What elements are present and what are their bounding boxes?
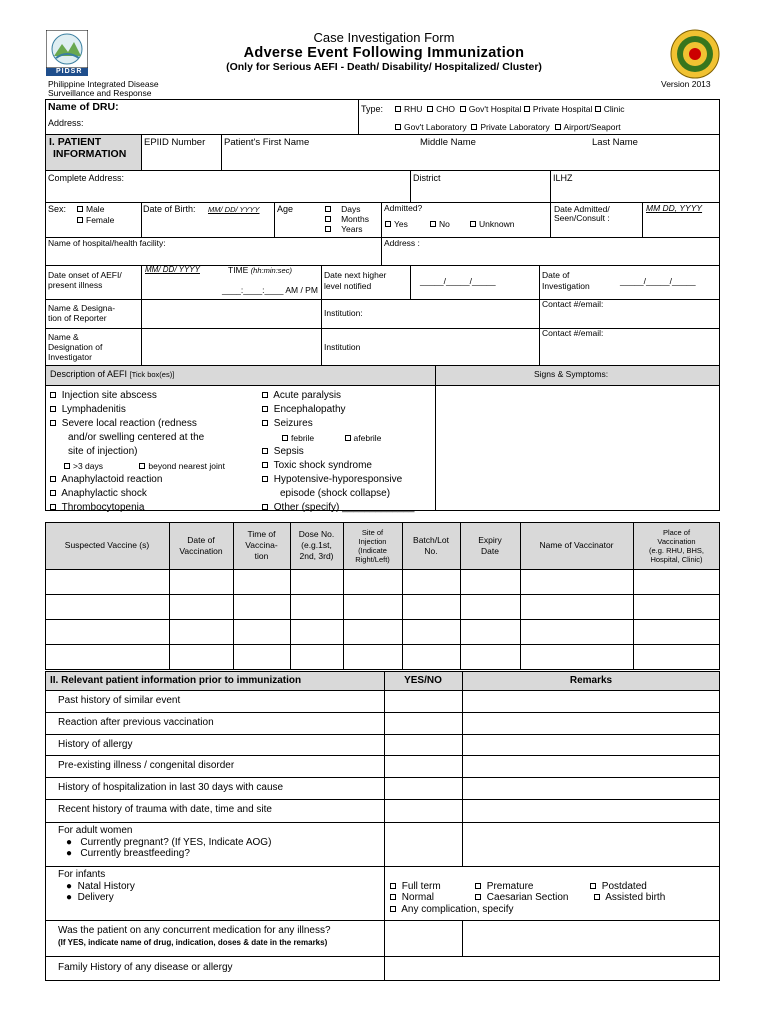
checkbox-toxic-shock-syndrome[interactable]: Toxic shock syndrome xyxy=(262,459,414,473)
form-title: Case Investigation Form xyxy=(313,30,455,45)
pregnant-label: ● Currently pregnant? (If YES, Indicate AOG) xyxy=(66,837,272,848)
page-title: Adverse Event Following Immunization xyxy=(243,45,525,61)
yesno-cell[interactable] xyxy=(385,756,461,776)
vaccine-cell[interactable] xyxy=(461,645,519,668)
checkbox-gt3days[interactable]: >3 days xyxy=(64,461,103,471)
severe-line-2: and/or swelling centered at the xyxy=(68,432,205,443)
vaccine-cell[interactable] xyxy=(170,570,232,593)
onset-label-2: present illness xyxy=(48,280,103,290)
aefi-description-label: Description of AEFI [Tick box(es)] xyxy=(50,369,175,379)
checkbox-days[interactable]: Days xyxy=(325,205,360,214)
remarks-cell[interactable] xyxy=(463,691,719,711)
vaccine-cell[interactable] xyxy=(291,570,342,593)
vaccine-cell[interactable] xyxy=(461,620,519,643)
vaccine-cell[interactable] xyxy=(291,620,342,643)
checkbox-private-laboratory[interactable]: Private Laboratory xyxy=(471,122,549,132)
family-history-label: Family History of any disease or allergy xyxy=(58,962,233,973)
vaccine-cell[interactable] xyxy=(234,645,289,668)
vaccine-cell[interactable] xyxy=(344,620,401,643)
vaccine-header-5-line-0: Batch/Lot xyxy=(413,534,449,545)
onset-label-1: Date onset of AEFI/ xyxy=(48,270,122,280)
relevant-row-label-2: History of allergy xyxy=(58,739,133,750)
vaccine-cell[interactable] xyxy=(234,595,289,618)
checkbox-any-complication[interactable]: Any complication, specify xyxy=(390,905,514,915)
vaccine-cell[interactable] xyxy=(403,620,459,643)
yesno-cell[interactable] xyxy=(385,691,461,711)
checkbox-afebrile[interactable]: afebrile xyxy=(345,433,382,443)
vaccine-cell[interactable] xyxy=(234,620,289,643)
onset-date-format: MM/ DD/ YYYY xyxy=(145,265,200,274)
vaccine-header-3-line-2: 2nd, 3rd) xyxy=(299,551,334,561)
vaccine-header-4-line-1: Injection xyxy=(358,536,387,546)
vaccine-header-4-line-2: (Indicate xyxy=(358,545,387,555)
vaccine-cell[interactable] xyxy=(634,620,719,643)
checkbox-airport-seaport[interactable]: Airport/Seaport xyxy=(555,122,621,132)
vaccine-cell[interactable] xyxy=(344,595,401,618)
remarks-cell[interactable] xyxy=(463,756,719,776)
yesno-cell[interactable] xyxy=(385,713,461,733)
remarks-cell[interactable] xyxy=(463,778,719,798)
vaccine-header-2-line-0: Time of xyxy=(247,529,276,539)
vaccine-header-6-line-0: Expiry xyxy=(478,534,502,545)
checkbox-beyond-nearest-joint[interactable]: beyond nearest joint xyxy=(139,461,225,471)
age-label: Age xyxy=(277,204,294,214)
vaccine-header-5-line-1: No. xyxy=(424,545,438,556)
investigator-contact-label: Contact #/email: xyxy=(542,328,604,338)
checkbox-male[interactable]: Male xyxy=(77,205,104,214)
vaccine-cell[interactable] xyxy=(634,595,719,618)
vaccine-header-6-line-1: Date xyxy=(481,545,499,556)
investigator-label-2: Designation of xyxy=(48,342,103,352)
vaccine-cell[interactable] xyxy=(521,645,632,668)
relevant-row-label-5: Recent history of trauma with date, time and site xyxy=(58,804,272,815)
date-admitted-format: MM DD, YYYY xyxy=(646,203,703,213)
form-subtitle: (Only for Serious AEFI - Death/ Disability/ Hospitalized/ Cluster) xyxy=(226,61,542,73)
checkbox-assisted-birth[interactable]: Assisted birth xyxy=(594,893,665,903)
reporter-institution-label: Institution: xyxy=(324,308,363,318)
vaccine-header-4-line-3: Right/Left) xyxy=(355,554,390,564)
vaccine-cell[interactable] xyxy=(170,620,232,643)
checkbox-severe-local-reaction[interactable]: Severe local reaction (redness xyxy=(50,417,225,431)
first-name-label: Patient's First Name xyxy=(224,137,310,148)
vaccine-cell[interactable] xyxy=(291,645,342,668)
dru-type-row-2 xyxy=(395,122,621,132)
severe-line-3: site of injection) xyxy=(68,446,138,457)
vaccine-header-7-line-0: Name of Vaccinator xyxy=(539,540,614,550)
hospital-address-label: Address : xyxy=(384,238,420,248)
checkbox-admitted-no[interactable]: No xyxy=(430,220,450,229)
dru-type-label: Type: xyxy=(361,104,384,114)
district-label: District xyxy=(413,173,441,183)
yesno-header: YES/NO xyxy=(404,675,442,686)
checkbox-febrile[interactable]: febrile xyxy=(282,433,314,443)
relevant-section-label: II. Relevant patient information prior to immunization xyxy=(50,675,302,686)
checkbox-govt-laboratory[interactable]: Gov't Laboratory xyxy=(395,122,467,132)
date-admitted-label-1: Date Admitted/ xyxy=(554,204,610,214)
checkbox-hypotensive-hyporesponsive[interactable]: Hypotensive-hyporesponsive xyxy=(262,473,414,487)
checkbox-clinic[interactable]: Clinic xyxy=(595,104,625,114)
time-label: TIME (hh:min:sec) xyxy=(228,265,292,275)
vaccine-header-1-line-1: Vaccination xyxy=(179,545,223,556)
patient-section-label-1: I. PATIENT xyxy=(49,136,102,148)
epiid-label: EPIID Number xyxy=(144,137,206,148)
vaccine-cell[interactable] xyxy=(344,570,401,593)
investigation-label-1: Date of xyxy=(542,270,570,280)
relevant-row-label-0: Past history of similar event xyxy=(58,695,181,706)
aefi-left-list xyxy=(50,389,225,515)
vaccine-cell[interactable] xyxy=(170,595,232,618)
dob-label: Date of Birth: xyxy=(143,204,196,214)
yesno-cell[interactable] xyxy=(385,800,461,821)
checkbox-months[interactable]: Months xyxy=(325,215,369,224)
checkbox-private-hospital[interactable]: Private Hospital xyxy=(524,104,593,114)
org-line-2: Surveillance and Response xyxy=(48,88,152,98)
investigator-label-3: Investigator xyxy=(48,352,92,362)
checkbox-injection-site-abscess[interactable]: Injection site abscess xyxy=(50,389,225,403)
checkbox-cho[interactable]: CHO xyxy=(427,104,455,114)
checkbox-caesarian-section[interactable]: Caesarian Section xyxy=(475,893,569,903)
checkbox-postdated[interactable]: Postdated xyxy=(590,882,647,892)
dob-format: MM/ DD/ YYYY xyxy=(208,205,260,214)
checkbox-years[interactable]: Years xyxy=(325,225,363,234)
ilhz-label: ILHZ xyxy=(553,173,573,183)
checkbox-anaphylactoid-reaction[interactable]: Anaphylactoid reaction xyxy=(50,473,225,487)
vaccine-cell[interactable] xyxy=(291,595,342,618)
next-level-label-1: Date next higher xyxy=(324,270,387,280)
vaccine-header-0-line-0: Suspected Vaccine (s) xyxy=(64,540,150,550)
vaccine-cell[interactable] xyxy=(46,595,168,618)
investigation-date-blank[interactable]: _____/_____/_____ xyxy=(620,276,696,286)
checkbox-admitted-yes[interactable]: Yes xyxy=(385,220,408,229)
logo-text: PIDSR xyxy=(56,68,83,75)
checkbox-sepsis[interactable]: Sepsis xyxy=(262,445,414,459)
vaccine-cell[interactable] xyxy=(403,645,459,668)
vaccine-cell[interactable] xyxy=(344,645,401,668)
hospital-label: Name of hospital/health facility: xyxy=(48,238,166,248)
vaccine-header-2-line-2: tion xyxy=(254,551,269,561)
checkbox-encephalopathy[interactable]: Encephalopathy xyxy=(262,403,414,417)
dru-address-label: Address: xyxy=(48,118,84,128)
vaccine-cell[interactable] xyxy=(461,570,519,593)
vaccine-header-8-line-0: Place of xyxy=(662,527,691,537)
vaccine-cell[interactable] xyxy=(634,645,719,668)
version-label: Version 2013 xyxy=(661,79,711,89)
aefi-right-list xyxy=(262,389,414,515)
dru-name-label: Name of DRU: xyxy=(48,101,119,113)
delivery-label: ● Delivery xyxy=(66,892,114,903)
next-level-date-blank[interactable]: _____/_____/_____ xyxy=(420,276,496,286)
concurrent-note: (If YES, indicate name of drug, indication, doses & date in the remarks) xyxy=(58,938,328,947)
admitted-label: Admitted? xyxy=(384,203,423,213)
date-admitted-label-2: Seen/Consult : xyxy=(554,213,610,223)
yesno-cell[interactable] xyxy=(385,735,461,754)
investigation-label-2: Investigation xyxy=(542,281,590,291)
signs-symptoms-label: Signs & Symptoms: xyxy=(534,369,609,379)
time-blank[interactable]: ____:____:____ AM / PM xyxy=(222,285,318,295)
checkbox-female[interactable]: Female xyxy=(77,216,114,225)
dru-type-row-1 xyxy=(395,104,625,114)
vaccine-cell[interactable] xyxy=(170,645,232,668)
checkbox-thrombocytopenia[interactable]: Thrombocytopenia xyxy=(50,501,225,515)
complete-address-label: Complete Address: xyxy=(48,173,125,183)
remarks-cell[interactable] xyxy=(463,713,719,733)
remarks-header: Remarks xyxy=(569,675,613,686)
adult-women-label: For adult women xyxy=(58,825,133,836)
vaccine-cell[interactable] xyxy=(403,570,459,593)
sex-label: Sex: xyxy=(48,204,67,214)
remarks-cell[interactable] xyxy=(463,800,719,821)
checkbox-lymphadenitis[interactable]: Lymphadenitis xyxy=(50,403,225,417)
checkbox-anaphylactic-shock[interactable]: Anaphylactic shock xyxy=(50,487,225,501)
patient-section-label-2: INFORMATION xyxy=(53,148,127,160)
middle-name-label: Middle Name xyxy=(420,137,476,148)
doh-seal xyxy=(670,29,720,79)
checkbox-govt-hospital[interactable]: Gov't Hospital xyxy=(460,104,522,114)
checkbox-admitted-unknown[interactable]: Unknown xyxy=(470,220,514,229)
vaccine-cell[interactable] xyxy=(234,570,289,593)
vaccine-header-4-line-0: Site of xyxy=(361,527,384,537)
reporter-contact-label: Contact #/email: xyxy=(542,299,604,309)
vaccine-cell[interactable] xyxy=(521,620,632,643)
last-name-label: Last Name xyxy=(592,137,638,148)
reporter-label-1: Name & Designa- xyxy=(48,303,116,313)
concurrent-medication-label: Was the patient on any concurrent medication for any illness? xyxy=(58,925,331,936)
vaccine-header-1-line-0: Date of xyxy=(187,534,215,545)
vaccine-cell[interactable] xyxy=(521,595,632,618)
vaccine-cell[interactable] xyxy=(46,645,168,668)
investigator-label-1: Name & xyxy=(48,332,79,342)
org-line-1: Philippine Integrated Disease xyxy=(48,79,159,89)
infants-label: For infants xyxy=(58,869,106,880)
relevant-row-label-3: Pre-existing illness / congenital disorder xyxy=(58,760,235,771)
checkbox-other-specify[interactable]: Other (specify) _____________ xyxy=(262,501,414,515)
reporter-label-2: tion of Reporter xyxy=(48,313,107,323)
checkbox-rhu[interactable]: RHU xyxy=(395,104,422,114)
vaccine-header-8-line-1: Vaccination xyxy=(657,536,696,546)
vaccine-header-2-line-1: Vaccina- xyxy=(245,540,278,550)
breastfeeding-label: ● Currently breastfeeding? xyxy=(66,848,190,859)
hypotensive-line-2: episode (shock collapse) xyxy=(280,488,391,499)
vaccine-header-3-line-0: Dose No. xyxy=(298,529,335,539)
vaccine-cell[interactable] xyxy=(634,570,719,593)
next-level-label-2: level notified xyxy=(324,281,372,291)
vaccine-header-8-line-2: (e.g. RHU, BHS, xyxy=(648,545,704,555)
vaccine-cell[interactable] xyxy=(46,570,168,593)
vaccine-cell[interactable] xyxy=(521,570,632,593)
checkbox-seizures[interactable]: Seizures xyxy=(262,417,414,431)
checkbox-premature[interactable]: Premature xyxy=(475,882,533,892)
vaccine-cell[interactable] xyxy=(403,595,459,618)
vaccine-header-3-line-1: (e.g.1st, xyxy=(301,540,332,550)
yesno-cell[interactable] xyxy=(385,778,461,798)
natal-label: ● Natal History xyxy=(66,881,135,892)
relevant-row-label-1: Reaction after previous vaccination xyxy=(58,717,214,728)
vaccine-cell[interactable] xyxy=(461,595,519,618)
checkbox-full-term[interactable]: Full term xyxy=(390,882,441,892)
checkbox-acute-paralysis[interactable]: Acute paralysis xyxy=(262,389,414,403)
remarks-cell[interactable] xyxy=(463,735,719,754)
investigator-institution-label: Institution xyxy=(324,342,361,352)
vaccine-cell[interactable] xyxy=(46,620,168,643)
checkbox-normal[interactable]: Normal xyxy=(390,893,434,903)
vaccine-header-8-line-3: Hospital, Clinic) xyxy=(650,554,703,564)
relevant-row-label-4: History of hospitalization in last 30 days with cause xyxy=(58,782,284,793)
